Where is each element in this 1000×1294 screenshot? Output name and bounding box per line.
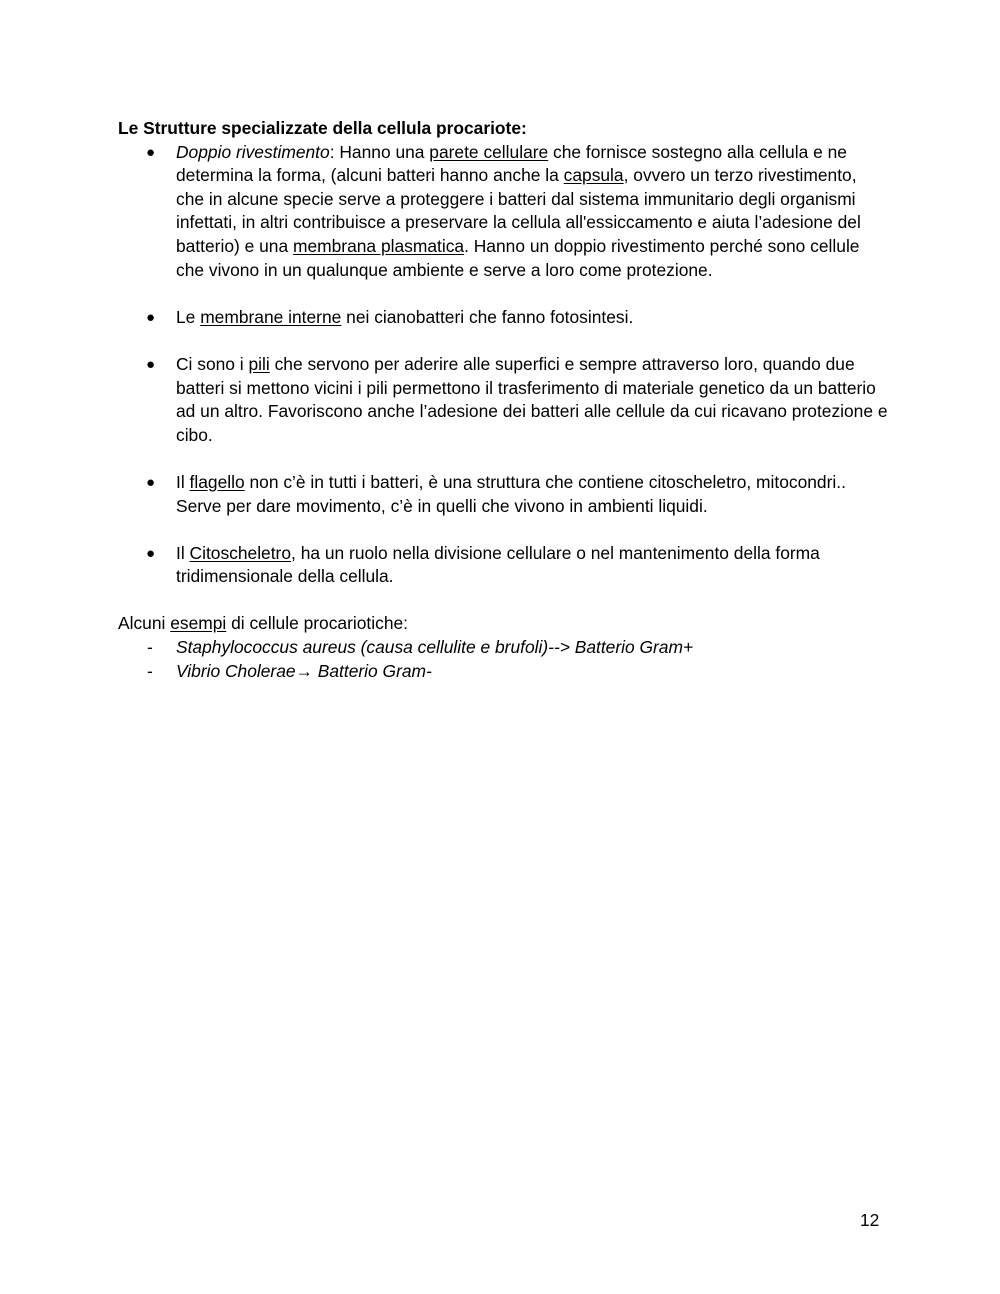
dash-icon: -	[147, 660, 153, 681]
term-doppio-rivestimento: Doppio rivestimento	[176, 141, 330, 162]
structures-list	[118, 141, 888, 589]
page-number: 12	[860, 1210, 880, 1230]
bullet-icon: ●	[146, 355, 156, 373]
text-segment: nei cianobatteri che fanno fotosintesi.	[341, 306, 634, 327]
term-capsula: capsula	[563, 165, 624, 186]
dash-icon: -	[147, 637, 153, 658]
text-segment: che fornisce sostegno alla cellula e ne determina la forma, (alcuni batteri hanno anche la	[176, 141, 847, 186]
text-segment: Le	[176, 306, 201, 327]
text-segment: , ha un ruolo nella divisione cellulare o nel mantenimento della forma tridimensionale della cellula.	[176, 542, 820, 587]
example-text: Staphylococcus aureus (causa cellulite e brufoli)--> Batterio Gram+	[176, 637, 694, 658]
list-item-flagello	[118, 471, 888, 518]
term-parete-cellulare: parete cellulare	[429, 141, 549, 162]
term-pili: pili	[248, 353, 270, 374]
text-segment: non c’è in tutti i batteri, è una struttura che contiene citoscheletro, mitocondri.. Serve per dare movimento, c’è in quelli che vivono in ambienti liquidi.	[176, 471, 846, 516]
term-membrane-interne: membrane interne	[200, 306, 342, 327]
text-segment: Il	[176, 542, 190, 563]
examples-list	[118, 636, 888, 683]
text-segment: : Hanno una	[329, 141, 430, 162]
term-flagello: flagello	[189, 471, 245, 492]
text-segment: . Hanno un doppio rivestimento perché sono cellule che vivono in un qualunque ambiente e serve a loro come protezione.	[176, 235, 860, 280]
list-item-pili	[118, 353, 888, 447]
text-segment: di cellule procariotiche:	[226, 613, 408, 634]
bullet-icon: ●	[146, 473, 156, 491]
example-item	[118, 636, 888, 660]
list-item-doppio-rivestimento	[118, 141, 888, 283]
example-text: Vibrio Cholerae→ Batterio Gram-	[176, 660, 432, 681]
bullet-icon: ●	[146, 143, 156, 161]
text-segment: Il	[176, 471, 190, 492]
examples-intro	[118, 612, 888, 636]
term-esempi: esempi	[170, 613, 227, 634]
list-item-membrane-interne	[118, 306, 888, 330]
text-segment: Ci sono i	[176, 353, 249, 374]
bullet-icon: ●	[146, 544, 156, 562]
term-citoscheletro: Citoscheletro	[189, 542, 292, 563]
section-heading: Le Strutture specializzate della cellula procariote:	[118, 118, 527, 138]
term-membrana-plasmatica: membrana plasmatica	[292, 235, 465, 256]
list-item-citoscheletro	[118, 542, 888, 589]
example-item	[118, 660, 888, 684]
text-segment: , ovvero un terzo rivestimento, che in alcune specie serve a proteggere i batteri dal sistema immunitario degli organismi infettati, in altri contribuisce a preservare la cellula all'essiccamento e aiuta l’adesione del batterio) e una	[176, 165, 861, 256]
text-segment: che servono per aderire alle superfici e sempre attraverso loro, quando due batteri si mettono vicini i pili permettono il trasferimento di materiale genetico da un batterio ad un altro. Favoriscono anche l’adesione dei batteri alle cellule da cui ricavano protezione e cibo.	[176, 353, 888, 445]
bullet-icon: ●	[146, 308, 156, 326]
text-segment: Alcuni	[118, 613, 171, 634]
page-content	[118, 117, 888, 683]
